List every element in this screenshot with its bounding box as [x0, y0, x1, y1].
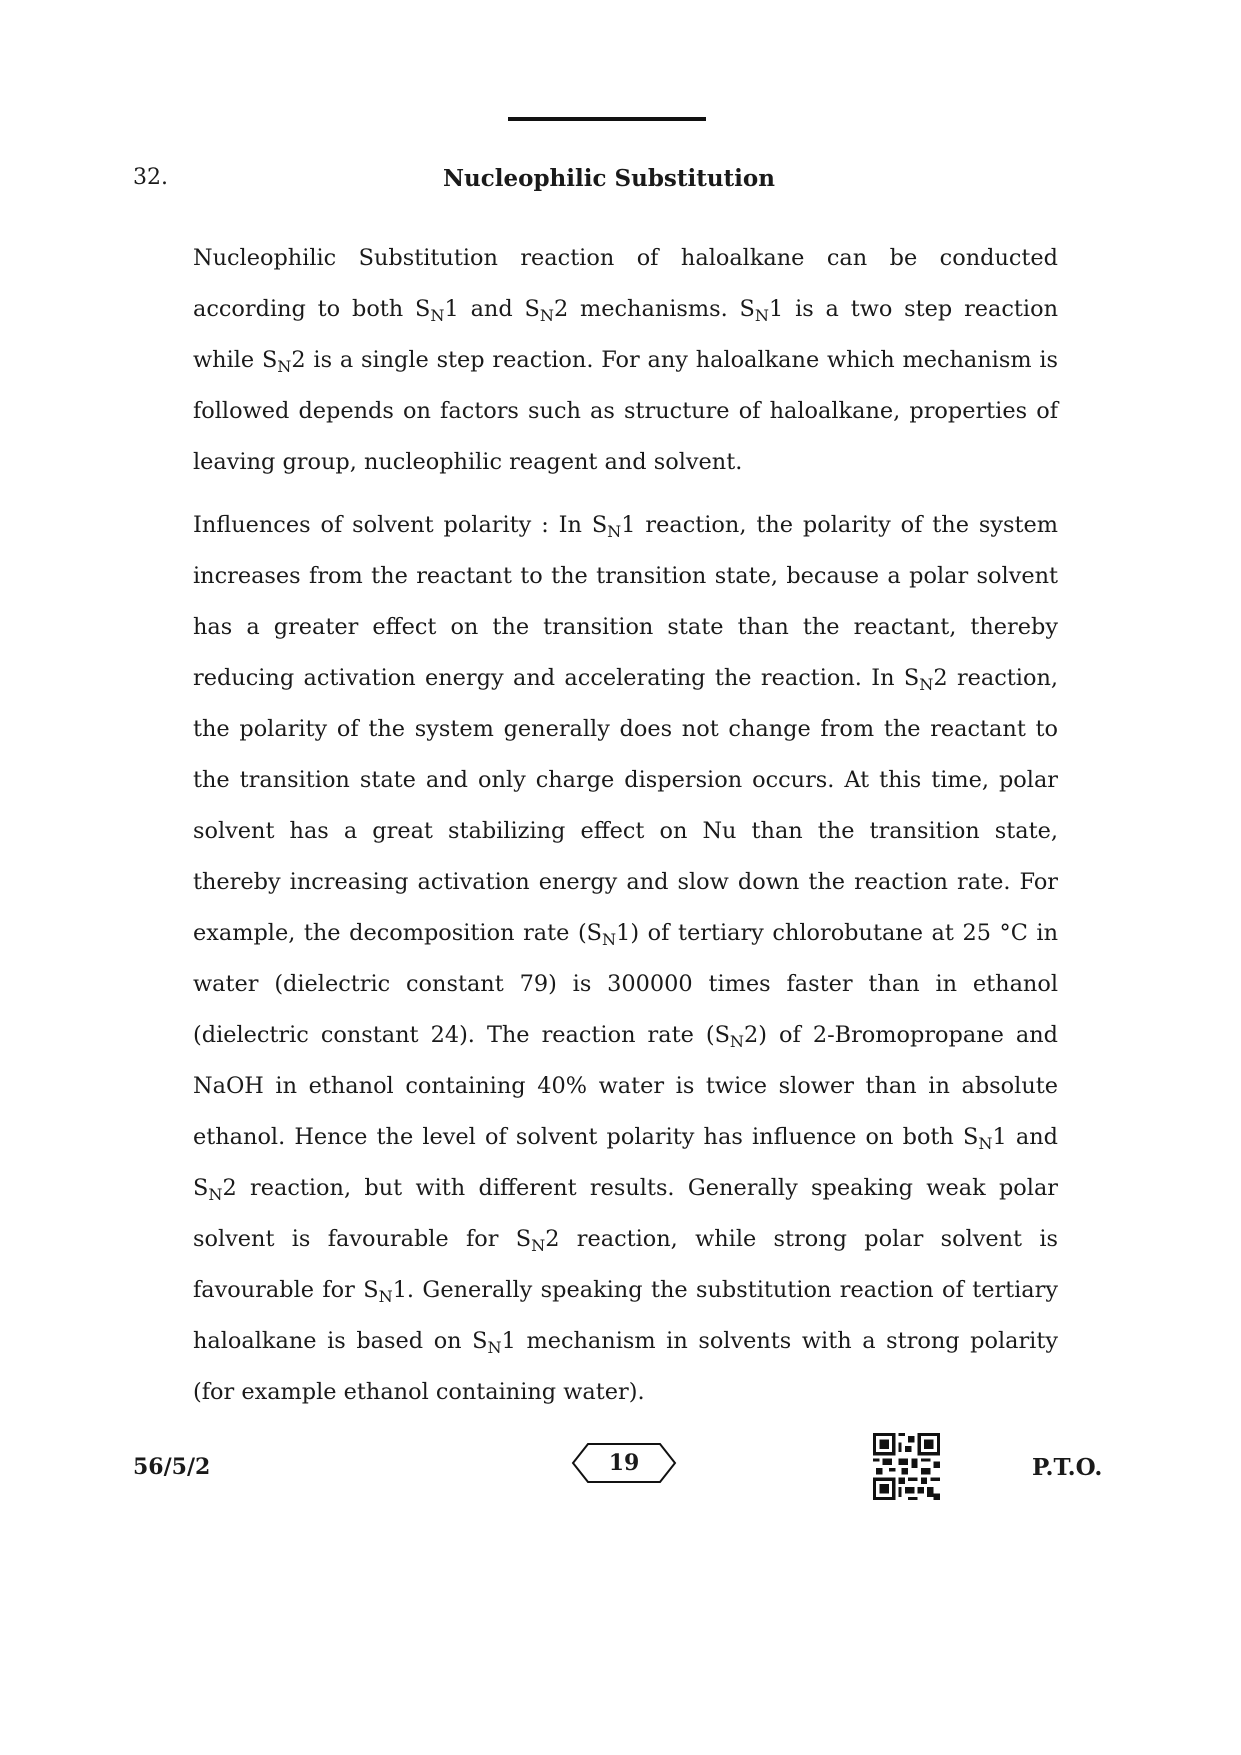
paper-code: 56/5/2	[133, 1454, 211, 1480]
subscript: N	[539, 305, 554, 325]
question-body	[193, 233, 1058, 1418]
subscript: N	[607, 521, 622, 541]
subscript: N	[978, 1133, 993, 1153]
paragraph-solvent-polarity	[193, 500, 1058, 1418]
subscript: N	[754, 305, 769, 325]
subscript: N	[729, 1031, 745, 1051]
question-number: 32.	[133, 165, 168, 190]
text-run: 2 reaction, the polarity of the system generally does not change from the reactant to the transition state and only charge dispersion occurs. At this time, polar solvent has a great stabilizing effect on Nu than the transition state, thereby increasing activation energy and slow down the reaction rate. For example, the decomposition rate (S	[193, 665, 1058, 946]
subscript: N	[487, 1337, 502, 1357]
text-run: 1. Generally speaking the substitution reaction of tertiary haloalkane is based on S	[193, 1277, 1059, 1354]
question-title: Nucleophilic Substitution	[443, 165, 775, 192]
subscript: N	[602, 929, 617, 949]
text-run: 1 mechanism in solvents with a strong polarity (for example ethanol containing water).	[193, 1328, 1058, 1405]
text-run: 2 reaction, while strong polar solvent is favourable for S	[193, 1226, 1058, 1303]
text-run: 2 reaction, but with different results. Generally speaking weak polar solvent is favourable for S	[193, 1175, 1058, 1252]
page-number: 19	[608, 1450, 640, 1476]
text-run: 1) of tertiary chlorobutane at 25 °C in water (dielectric constant 79) is 300000 times faster than in ethanol (dielectric constant 24). The reaction rate (S	[193, 920, 1058, 1048]
subscript: N	[378, 1286, 393, 1306]
text-run: 2 mechanisms. S	[553, 296, 755, 322]
text-run: 2 is a single step reaction. For any haloalkane which mechanism is followed depends on factors such as structure of haloalkane, properties of leaving group, nucleophilic reagent and solvent.	[193, 347, 1058, 475]
top-rule	[508, 117, 706, 121]
text-run: Influences of solvent polarity : In S	[193, 512, 608, 538]
subscript: N	[277, 356, 292, 376]
text-run: 1 reaction, the polarity of the system increases from the reactant to the transition state, because a polar solvent has a greater effect on the transition state than the reactant, thereby reducing activation energy and accelerating the reaction. In S	[193, 512, 1058, 691]
subscript: N	[208, 1184, 223, 1204]
text-run: 1 and S	[444, 296, 540, 322]
please-turn-over: P.T.O.	[1032, 1454, 1103, 1481]
text-run: 1 is a two step reaction while S	[193, 296, 1058, 373]
subscript: N	[430, 305, 445, 325]
text-run: Nucleophilic Substitution reaction of haloalkane can be conducted according to both S	[193, 245, 1058, 322]
qr-code-icon	[873, 1433, 940, 1500]
text-run: 1 and S	[193, 1124, 1059, 1201]
subscript: N	[919, 674, 934, 694]
paragraph-mechanisms	[193, 233, 1058, 488]
subscript: N	[531, 1235, 546, 1255]
text-run: 2) of 2-Bromopropane and NaOH in ethanol containing 40% water is twice slower than in absolute ethanol. Hence the level of solvent polarity has influence on both S	[193, 1022, 1058, 1150]
